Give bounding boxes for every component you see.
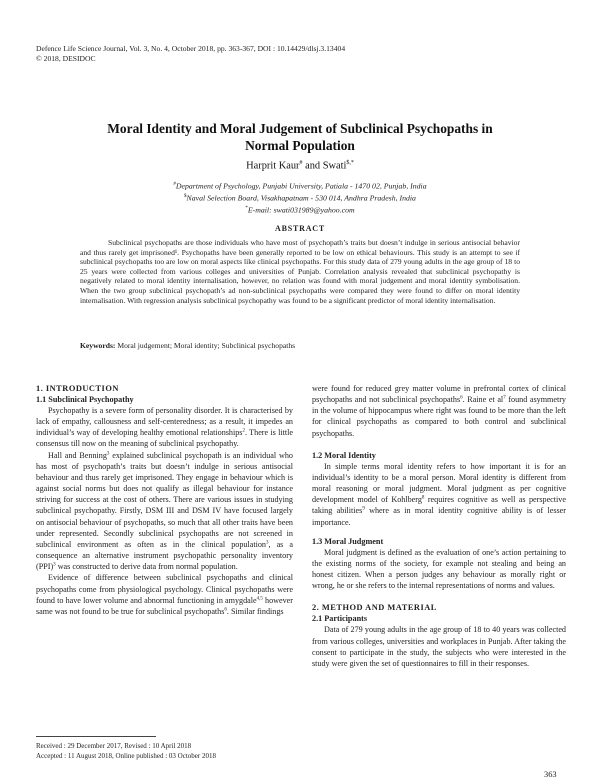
citation: 3 — [106, 450, 110, 456]
copyright-line: © 2018, DESIDOC — [36, 54, 96, 63]
citation: 7 — [503, 395, 506, 401]
paragraph-moral-identity — [312, 461, 566, 528]
text-run: Hall and Benning — [48, 450, 107, 460]
affiliation-email — [60, 204, 540, 216]
citation: 2 — [242, 428, 245, 434]
text-run: was constructed to derive data from normal population. — [55, 562, 238, 572]
author-1-mark: # — [299, 160, 303, 166]
citation: 6 — [460, 395, 463, 401]
left-column — [36, 383, 293, 617]
keywords-text: Moral judgement; Moral identity; Subclinical psychopaths — [115, 341, 296, 350]
subsection-1-1-heading: 1.1 Subclinical Psychopathy — [36, 395, 134, 404]
paragraph-psychopathy — [36, 405, 293, 450]
author-joiner: and — [302, 160, 323, 172]
journal-citation: Defence Life Science Journal, Vol. 3, No. 4, October 2018, pp. 363-367, DOI : 10.14429/dlsj.3.13404 — [36, 44, 346, 53]
subsection-1-3-heading: 1.3 Moral Judgment — [312, 536, 384, 546]
author-list — [60, 160, 540, 171]
paragraph-moral-judgment: Moral judgment is defined as the evaluation of one’s action pertaining to the existing norms of the society, for example not stealing and being an honest citizen. When a person judges any behaviour as morally right or wrong, he or she refers to the internal representations of norms and values. — [312, 547, 566, 591]
keywords-label: Keywords: — [80, 341, 116, 350]
paper-title — [60, 120, 540, 154]
text-run: . Raine et al — [462, 395, 504, 405]
text-run: , as a consequence an alternative instrument psychopathic personality inventory (PPI) — [36, 539, 294, 572]
author-1: Harprit Kaur — [246, 160, 300, 172]
citation: 9 — [362, 506, 365, 512]
text-run: however same was not found to be true for subclinical psychopaths — [36, 595, 293, 616]
citation: 4,5 — [256, 595, 263, 601]
paragraph-continued — [312, 383, 566, 439]
abstract-heading: ABSTRACT — [275, 224, 325, 233]
accepted-line: Accepted : 11 August 2018, Online published : 03 October 2018 — [36, 752, 216, 760]
subsection-1-2-heading: 1.2 Moral Identity — [312, 450, 376, 460]
citation: 6 — [224, 607, 227, 613]
citation: 8 — [421, 495, 425, 501]
received-line: Received : 29 December 2017, Revised : 10 April 2018 — [36, 742, 192, 750]
citation: 3 — [265, 540, 269, 546]
author-2-mark: $,* — [346, 160, 354, 166]
keywords — [80, 341, 520, 351]
text-run: Evidence of difference between subclinical psychopaths and clinical psychopaths come from physiological psychology. Clinical psychopaths were found to have lower volume and abnormal functioning in amygdale — [36, 573, 293, 605]
text-run: were found for reduced grey matter volume in prefrontal cortex of clinical psychopaths and not subclinical psychopaths — [312, 384, 566, 405]
abstract-text: Subclinical psychopaths are those individuals who have most of psychopath’s traits but doesn’t indulge in serious antisocial behavior and thus rarely get imprisoned¹. Psychopaths have been generally reported to be low on ethical behaviours. This study is an attempt to see if subclinical psychopaths too are low on moral aspects like clinical psychopaths. For this study data of 279 young adults in the age group of 18 to 25 years were collected from various colleges and universities of Punjab. Correlation analysis revealed that subclinical psychopathy is negatively related to moral identity internalisation, however, no relation was found with moral judgement and moral identity symbolisation. When the two group subclinical psychopath’s ad non-subclinical psychopaths were compared they were found to differ on moral identity internalisation. With regression analysis subclinical psychopathy was found to be a significant predictor of moral identity internalisation. — [80, 238, 520, 305]
text-run: In simple terms moral identity refers to how important it is for an individual’s identity to be a moral person. Moral identity is different from moral reasoning or moral judgment. Moral judgment as per cognitive development model of Kohlberg — [312, 461, 566, 505]
email-text: E-mail: swati031989@yahoo.com — [247, 205, 355, 215]
page-number: 363 — [544, 770, 557, 779]
affiliations — [60, 180, 540, 215]
received-accepted-footnote — [36, 741, 216, 761]
affiliation-1-mark: # — [173, 182, 176, 187]
title-line-2: Normal Population — [245, 138, 355, 153]
affiliation-1-text: Department of Psychology, Punjabi University, Patiala - 1470 02, Punjab, India — [175, 181, 427, 191]
right-column — [312, 383, 566, 669]
text-run: where as in moral identity cognitive ability is of lesser importance. — [312, 506, 566, 527]
affiliation-2 — [60, 192, 540, 204]
text-run: Psychopathy is a severe form of personality disorder. It is characterised by lack of empathy, callousness and self-centeredness; as a result, it impedes an individual’s way of developing healthy emotional relationships — [36, 406, 293, 438]
section-1-heading: 1. INTRODUCTION — [36, 384, 119, 393]
text-run: found asymmetry in the volume of hippocampus where right was found to be more than the left for clinical psychopaths as compared to both control and subclinical psychopaths. — [312, 395, 566, 438]
footnote-rule — [36, 736, 156, 737]
citation: 3 — [53, 562, 56, 568]
paragraph-hall-benning — [36, 450, 293, 573]
title-line-1: Moral Identity and Moral Judgement of Subclinical Psychopaths in — [107, 121, 493, 136]
affiliation-1 — [60, 180, 540, 192]
text-run: requires cognitive as well as perspective taking abilities — [312, 495, 566, 516]
affiliation-2-text: Naval Selection Board, Visakhapatnam - 530 014, Andhra Pradesh, India — [186, 193, 416, 203]
text-run: . There is little consensus till now on the meaning of subclinical psychopathy. — [36, 428, 294, 449]
paragraph-participants: Data of 279 young adults in the age group of 18 to 40 years was collected from various colleges, universities and workplaces in Punjab. After taking the consent to participate in the study, the subjects who were interested in the study were given the set of questionnaires to fill in their responses. — [312, 625, 566, 668]
journal-header — [36, 44, 345, 64]
email-mark: * — [245, 205, 248, 211]
affiliation-2-mark: $ — [184, 193, 187, 199]
subsection-2-1-heading: 2.1 Participants — [312, 614, 368, 624]
paragraph-evidence — [36, 572, 293, 617]
text-run: explained subclinical psychopath is an individual who has most of psychopath’s traits but doesn’t indulge in serious antisocial behaviour and thus rarely get imprisoned. They engage in behaviour which is against social norms but does not qualify as illegal behaviour for instance striving for success at the cost of others. There are various issues in studying subclinical psychopathy. Firstly, DSM III and DSM IV have focused largely on antisocial behaviour of psychopaths, so much that all other traits have been under represented. Secondly subclinical psychopaths are not screened in subclinical environment as often as in the clinical population — [36, 450, 293, 549]
text-run: . Similar findings — [226, 606, 284, 616]
author-2: Swati — [322, 160, 347, 172]
section-2-heading: 2. METHOD AND MATERIAL — [312, 603, 437, 613]
